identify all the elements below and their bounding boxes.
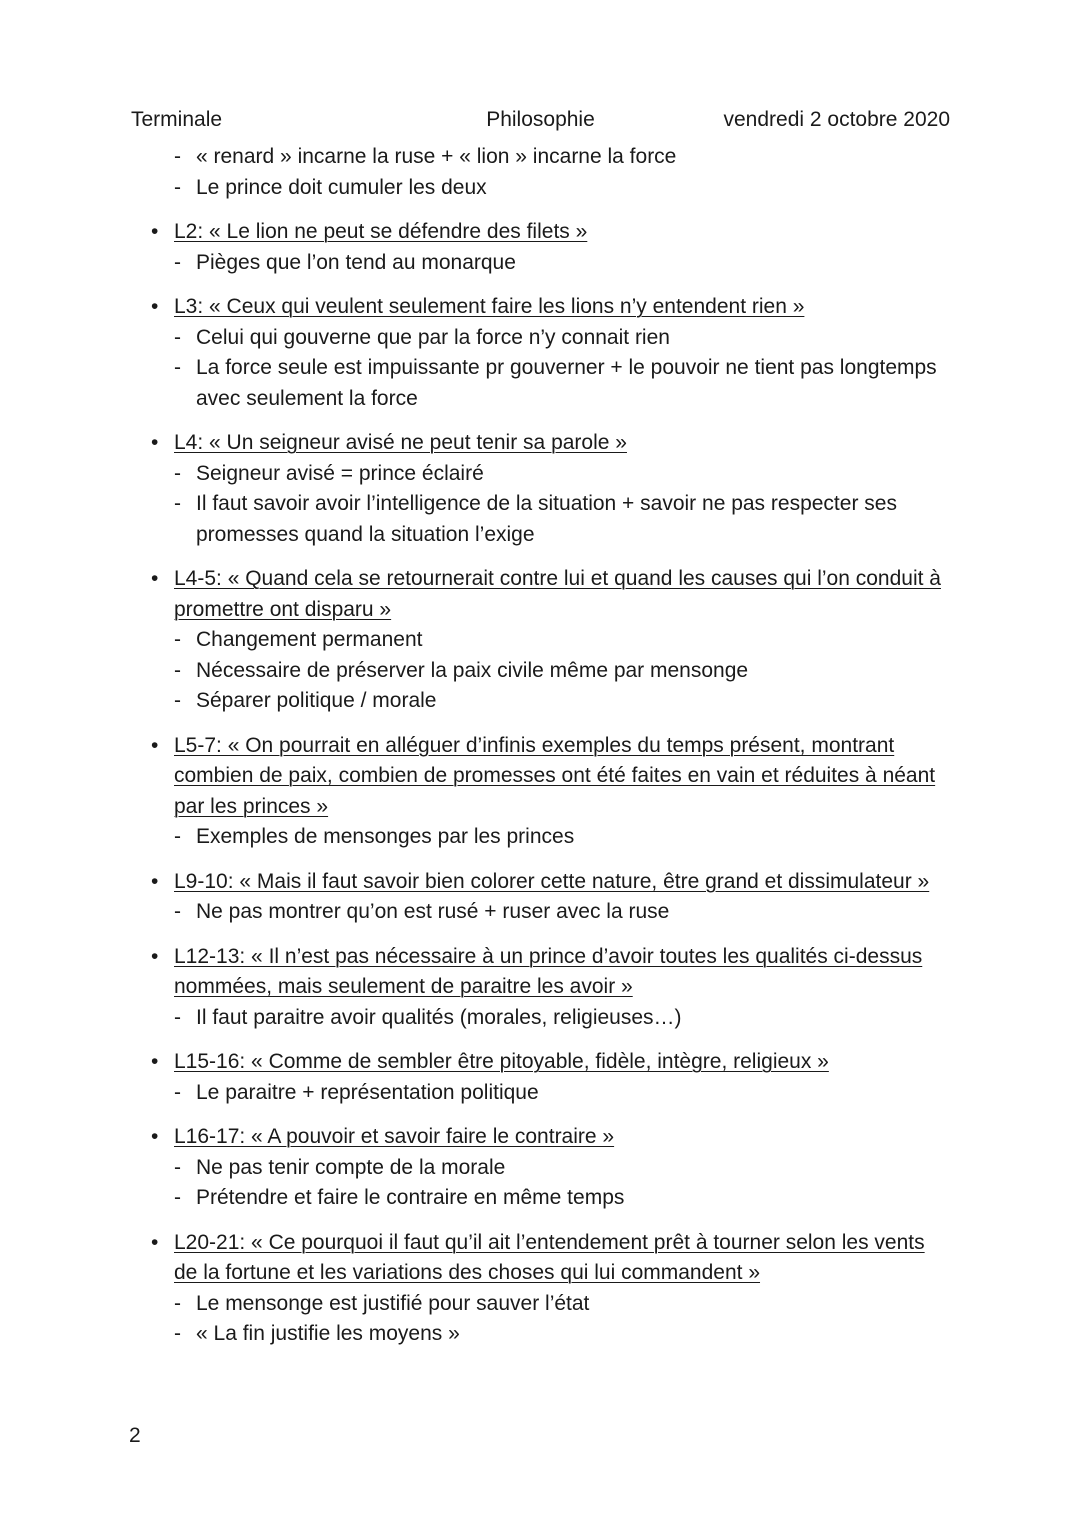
sub-list bbox=[174, 1289, 950, 1350]
sub-item: - Prétendre et faire le contraire en même temps bbox=[174, 1183, 950, 1214]
quote-title: L3: « Ceux qui veulent seulement faire les lions n’y entendent rien » bbox=[174, 295, 805, 318]
sub-item: - Ne pas tenir compte de la morale bbox=[174, 1153, 950, 1184]
sub-list bbox=[174, 459, 950, 551]
sub-list bbox=[174, 822, 950, 853]
dash-marker: - bbox=[174, 825, 181, 848]
bullet-marker: • bbox=[151, 1050, 159, 1073]
bullet-marker: • bbox=[151, 1230, 159, 1254]
bullet-marker: • bbox=[151, 1125, 159, 1148]
sub-item: - Il faut savoir avoir l’intelligence de la situation + savoir ne pas respecter ses promesses quand la situation l’exige bbox=[174, 489, 950, 550]
dash-marker: - bbox=[174, 325, 181, 349]
page-header bbox=[131, 108, 950, 136]
dash-marker: - bbox=[174, 175, 181, 199]
header-class-level: Terminale bbox=[131, 108, 223, 131]
sub-list bbox=[174, 1078, 950, 1109]
sub-list bbox=[174, 897, 950, 928]
quote-title: L16-17: « A pouvoir et savoir faire le contraire » bbox=[174, 1125, 615, 1148]
dash-marker: - bbox=[174, 250, 181, 274]
header-subject: Philosophie bbox=[486, 108, 595, 131]
bullet-item bbox=[150, 731, 950, 853]
quote-title: L4: « Un seigneur avisé ne peut tenir sa parole » bbox=[174, 431, 627, 454]
intro-list bbox=[150, 142, 950, 203]
sub-item: - Le mensonge est justifié pour sauver l’état bbox=[174, 1289, 950, 1320]
sub-item: - Séparer politique / morale bbox=[174, 686, 950, 717]
dash-marker: - bbox=[174, 1322, 181, 1345]
page-number: 2 bbox=[129, 1424, 141, 1447]
sub-item: - Seigneur avisé = prince éclairé bbox=[174, 459, 950, 490]
bullet-item bbox=[150, 1122, 950, 1214]
dash-marker: - bbox=[174, 356, 181, 379]
sub-item: - Pièges que l’on tend au monarque bbox=[174, 248, 950, 279]
sub-item: - Nécessaire de préserver la paix civile même par mensonge bbox=[174, 656, 950, 687]
bullet-marker: • bbox=[151, 295, 159, 318]
notes-content bbox=[150, 142, 950, 1350]
intro-item: - Le prince doit cumuler les deux bbox=[150, 173, 950, 204]
sub-item: - Ne pas montrer qu’on est rusé + ruser avec la ruse bbox=[174, 897, 950, 928]
dash-marker: - bbox=[174, 145, 181, 168]
sub-item: - Le paraitre + représentation politique bbox=[174, 1078, 950, 1109]
bullet-marker: • bbox=[151, 733, 159, 757]
bullet-marker: • bbox=[151, 220, 159, 243]
dash-marker: - bbox=[174, 628, 181, 651]
dash-marker: - bbox=[174, 900, 181, 923]
dash-marker: - bbox=[174, 1080, 181, 1104]
quote-title: L9-10: « Mais il faut savoir bien colorer cette nature, être grand et dissimulateur » bbox=[174, 869, 930, 893]
intro-item: - « renard » incarne la ruse + « lion » incarne la force bbox=[150, 142, 950, 173]
sub-item: - La force seule est impuissante pr gouverner + le pouvoir ne tient pas longtemps avec seulement la force bbox=[174, 353, 950, 414]
bullet-marker: • bbox=[151, 431, 159, 454]
quote-title: L15-16: « Comme de sembler être pitoyable, fidèle, intègre, religieux » bbox=[174, 1050, 829, 1073]
dash-marker: - bbox=[174, 658, 181, 682]
bullet-item bbox=[150, 217, 950, 278]
quote-title: L20-21: « Ce pourquoi il faut qu’il ait l’entendement prêt à tourner selon les vents de la fortune et les variations des choses qui lui commandent » bbox=[174, 1230, 925, 1284]
sub-item: - Celui qui gouverne que par la force n’y connait rien bbox=[174, 323, 950, 354]
dash-marker: - bbox=[174, 1291, 181, 1315]
bullet-item bbox=[150, 1047, 950, 1108]
bullet-marker: • bbox=[151, 944, 159, 968]
bullet-list bbox=[150, 217, 950, 1350]
bullet-item bbox=[150, 867, 950, 928]
sub-list bbox=[174, 1153, 950, 1214]
sub-list bbox=[174, 248, 950, 279]
sub-item: - « La fin justifie les moyens » bbox=[174, 1319, 950, 1350]
header-date: vendredi 2 octobre 2020 bbox=[723, 108, 950, 131]
bullet-item bbox=[150, 564, 950, 717]
sub-item: - Changement permanent bbox=[174, 625, 950, 656]
bullet-item bbox=[150, 1228, 950, 1350]
quote-title: L12-13: « Il n’est pas nécessaire à un prince d’avoir toutes les qualités ci-dessus nommées, mais seulement de paraitre les avoir » bbox=[174, 944, 923, 998]
sub-list bbox=[174, 625, 950, 717]
sub-item: - Il faut paraitre avoir qualités (morales, religieuses…) bbox=[174, 1003, 950, 1034]
quote-title: L4-5: « Quand cela se retournerait contre lui et quand les causes qui l’on conduit à promettre ont disparu » bbox=[174, 567, 941, 621]
dash-marker: - bbox=[174, 1155, 181, 1179]
dash-marker: - bbox=[174, 1186, 181, 1209]
bullet-marker: • bbox=[151, 869, 159, 893]
bullet-item bbox=[150, 428, 950, 550]
dash-marker: - bbox=[174, 492, 181, 515]
quote-title: L5-7: « On pourrait en alléguer d’infinis exemples du temps présent, montrant combien de paix, combien de promesses ont été faites en vain et réduites à néant par les princes » bbox=[174, 733, 936, 818]
sub-list bbox=[174, 1003, 950, 1034]
dash-marker: - bbox=[174, 461, 181, 485]
bullet-item bbox=[150, 292, 950, 414]
bullet-item bbox=[150, 942, 950, 1034]
bullet-marker: • bbox=[151, 567, 159, 590]
sub-item: - Exemples de mensonges par les princes bbox=[174, 822, 950, 853]
sub-list bbox=[174, 323, 950, 415]
quote-title: L2: « Le lion ne peut se défendre des filets » bbox=[174, 220, 588, 243]
dash-marker: - bbox=[174, 1005, 181, 1029]
dash-marker: - bbox=[174, 689, 181, 712]
